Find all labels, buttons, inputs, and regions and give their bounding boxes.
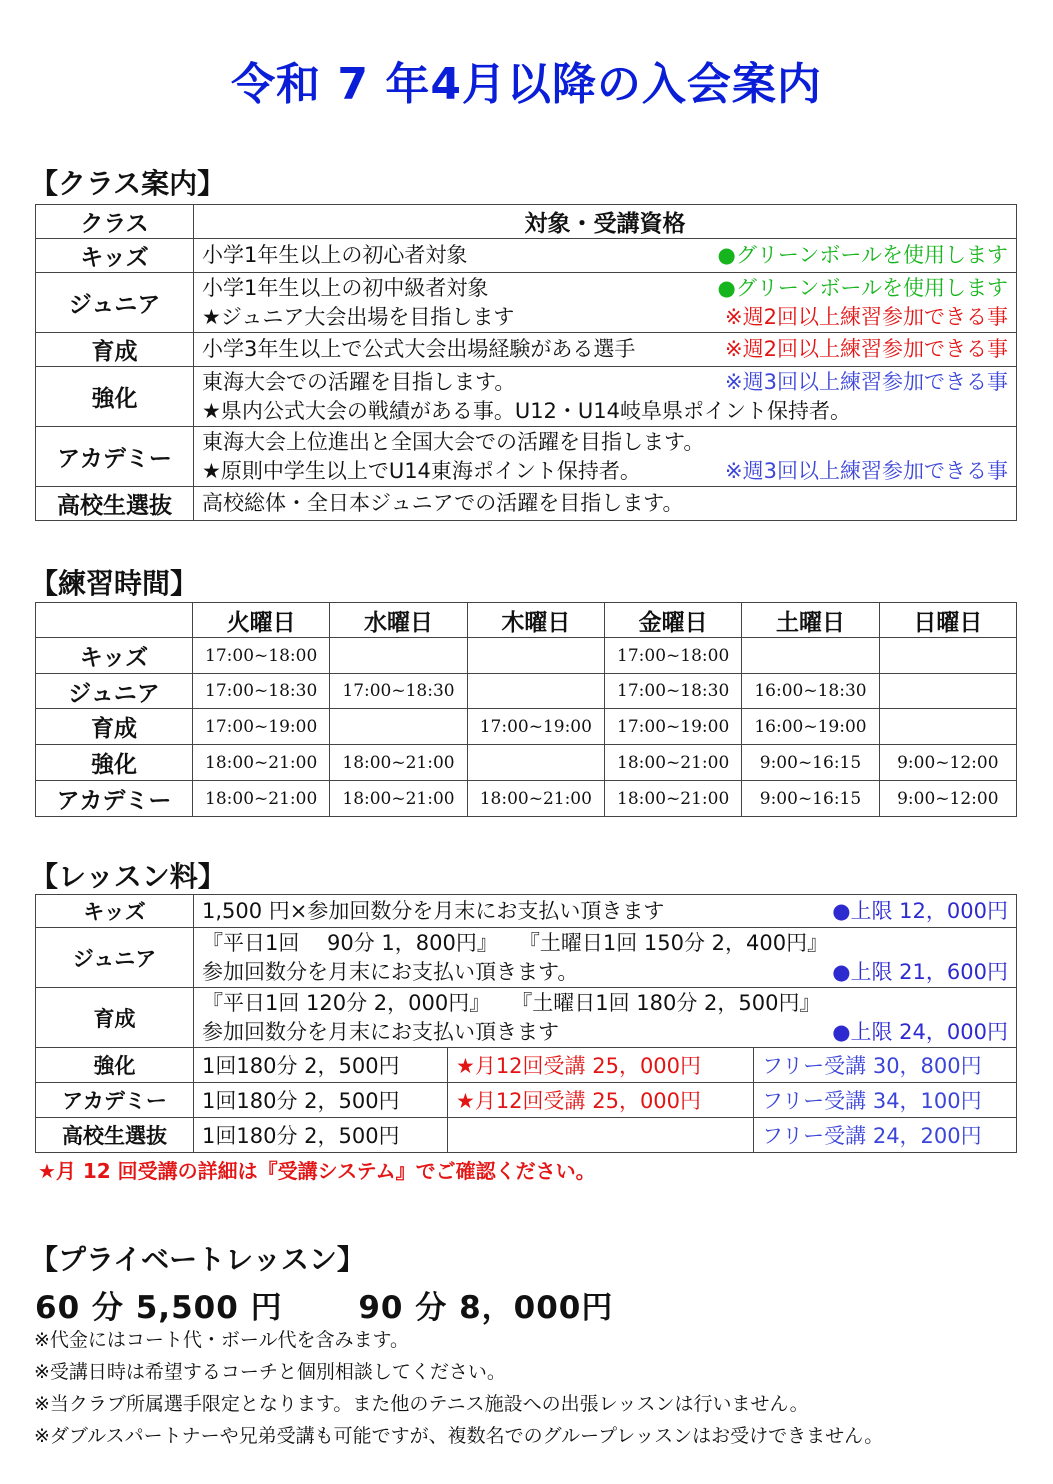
class-name: ジュニア [36,273,194,333]
time-cell: 9:00~12:00 [879,745,1016,781]
time-cell: 9:00~16:15 [742,781,879,817]
table-row [36,781,1017,817]
table-row [36,333,1017,367]
time-cell: 17:00~18:30 [193,674,330,709]
private-note: ※当クラブ所属選手限定となります。また他のテニス施設への出張レッスンは行いません。 [34,1393,809,1415]
fee-text: 『平日1回 120分 2，000円』 『土曜日1回 180分 2，500円』 [202,990,821,1015]
fee-section-heading: 【レッスン料】 [30,860,226,893]
fee-free: フリー受講 24，200円 [754,1118,1017,1153]
class-desc: 東海大会での活躍を目指します。 [202,369,516,394]
table-row [36,928,1017,988]
table-row [36,674,1017,709]
private-note: ※代金にはコート代・ボール代を含みます。 [34,1329,410,1351]
class-section-heading: 【クラス案内】 [30,167,226,200]
time-cell: 17:00~18:30 [604,674,741,709]
time-cell: 17:00~18:00 [193,638,330,674]
table-row [36,367,1017,427]
class-note: ※週2回以上練習参加できる事 [725,304,1008,329]
time-cell [330,638,467,674]
class-col-header: クラス [36,205,194,239]
time-cell: 17:00~19:00 [604,709,741,745]
class-table [35,204,1017,521]
time-cell: 18:00~21:00 [193,745,330,781]
class-name: キッズ [36,239,194,273]
class-name: キッズ [36,895,194,928]
table-row [36,988,1017,1048]
table-row [36,745,1017,781]
time-cell: 16:00~19:00 [742,709,879,745]
time-cell: 17:00~19:00 [193,709,330,745]
fee-note: ★月 12 回受講の詳細は『受講システム』でご確認ください。 [38,1159,596,1183]
time-cell: 18:00~21:00 [330,745,467,781]
time-cell [467,638,604,674]
table-row [36,427,1017,487]
schedule-section-heading: 【練習時間】 [30,567,199,600]
class-name: 高校生選抜 [36,1118,194,1153]
day-header: 火曜日 [193,603,330,638]
class-note: ※週3回以上練習参加できる事 [725,369,1008,394]
time-cell [742,638,879,674]
time-cell: 9:00~12:00 [879,781,1016,817]
time-cell [467,745,604,781]
time-cell [330,709,467,745]
class-desc: 小学1年生以上の初心者対象 [202,243,468,267]
time-cell: 18:00~21:00 [193,781,330,817]
fee-monthly: ★月12回受講 25，000円 [448,1083,754,1118]
class-note: ●グリーンボールを使用します [717,243,1008,267]
time-cell [879,638,1016,674]
fee-text: 参加回数分を月末にお支払い頂きます [202,1019,559,1044]
schedule-table [35,602,1017,817]
private-note: ※ダブルスパートナーや兄弟受講も可能ですが、複数名でのグループレッスンはお受けできません。 [34,1425,884,1447]
schedule-corner [36,603,193,638]
time-cell [879,674,1016,709]
time-cell: 18:00~21:00 [467,781,604,817]
fee-monthly [448,1118,754,1153]
time-cell [467,674,604,709]
class-desc: 小学1年生以上の初中級者対象 [202,275,489,300]
fee-cap: ●上限 21，600円 [832,959,1008,984]
class-name: アカデミー [36,781,193,817]
class-name: アカデミー [36,427,194,487]
class-name: 育成 [36,333,194,367]
class-name: キッズ [36,638,193,674]
time-cell: 18:00~21:00 [604,745,741,781]
time-cell: 9:00~16:15 [742,745,879,781]
time-cell: 18:00~21:00 [604,781,741,817]
table-row [36,487,1017,521]
time-cell: 18:00~21:00 [330,781,467,817]
class-desc: ★原則中学生以上でU14東海ポイント保持者。 [202,458,641,483]
private-price: 60 分 5,500 円 90 分 8，000円 [35,1290,614,1326]
fee-cap: ●上限 24，000円 [832,1019,1008,1044]
fee-text: 参加回数分を月末にお支払い頂きます。 [202,959,579,984]
time-cell: 17:00~19:00 [467,709,604,745]
page-title: 令和 7 年4月以降の入会案内 [231,59,822,110]
day-header: 日曜日 [879,603,1016,638]
class-name: 高校生選抜 [36,487,194,521]
table-row [36,239,1017,273]
class-desc: 高校総体・全日本ジュニアでの活躍を目指します。 [202,491,684,515]
time-cell: 17:00~18:00 [604,638,741,674]
class-note: ※週2回以上練習参加できる事 [725,337,1008,361]
fee-free: フリー受講 34，100円 [754,1083,1017,1118]
time-cell [879,709,1016,745]
fee-cap: ●上限 12，000円 [832,898,1008,923]
table-row [36,895,1017,928]
class-desc: 東海大会上位進出と全国大会での活躍を目指します。 [202,429,705,454]
class-name: ジュニア [36,674,193,709]
day-header: 木曜日 [467,603,604,638]
class-desc: ★ジュニア大会出場を目指します [202,304,515,329]
private-note: ※受講日時は希望するコーチと個別相談してください。 [34,1361,506,1383]
fee-text: 『平日1回 90分 1，800円』 『土曜日1回 150分 2，400円』 [202,930,829,955]
class-name: ジュニア [36,928,194,988]
class-desc: 小学3年生以上で公式大会出場経験がある選手 [202,337,636,361]
class-note: ●グリーンボールを使用します [717,275,1008,300]
class-name: 強化 [36,1048,194,1083]
class-name: 育成 [36,988,194,1048]
fee-single: 1回180分 2，500円 [194,1083,448,1118]
day-header: 水曜日 [330,603,467,638]
time-cell: 16:00~18:30 [742,674,879,709]
class-name: アカデミー [36,1083,194,1118]
fee-monthly: ★月12回受講 25，000円 [448,1048,754,1083]
class-name: 強化 [36,367,194,427]
table-row [36,1048,1017,1083]
fee-single: 1回180分 2，500円 [194,1048,448,1083]
fee-single: 1回180分 2，500円 [194,1118,448,1153]
table-row [36,709,1017,745]
fee-text: 1,500 円×参加回数分を月末にお支払い頂きます [202,898,665,923]
class-name: 強化 [36,745,193,781]
table-row [36,1083,1017,1118]
fee-table [35,894,1017,1153]
class-desc: ★県内公式大会の戦績がある事。U12・U14岐阜県ポイント保持者。 [202,398,852,423]
class-name: 育成 [36,709,193,745]
day-header: 金曜日 [604,603,741,638]
day-header: 土曜日 [742,603,879,638]
table-row [36,273,1017,333]
table-row [36,1118,1017,1153]
private-section-heading: 【プライベートレッスン】 [30,1243,365,1276]
target-col-header: 対象・受講資格 [194,205,1017,239]
class-note: ※週3回以上練習参加できる事 [725,458,1008,483]
fee-free: フリー受講 30，800円 [754,1048,1017,1083]
table-row [36,638,1017,674]
time-cell: 17:00~18:30 [330,674,467,709]
